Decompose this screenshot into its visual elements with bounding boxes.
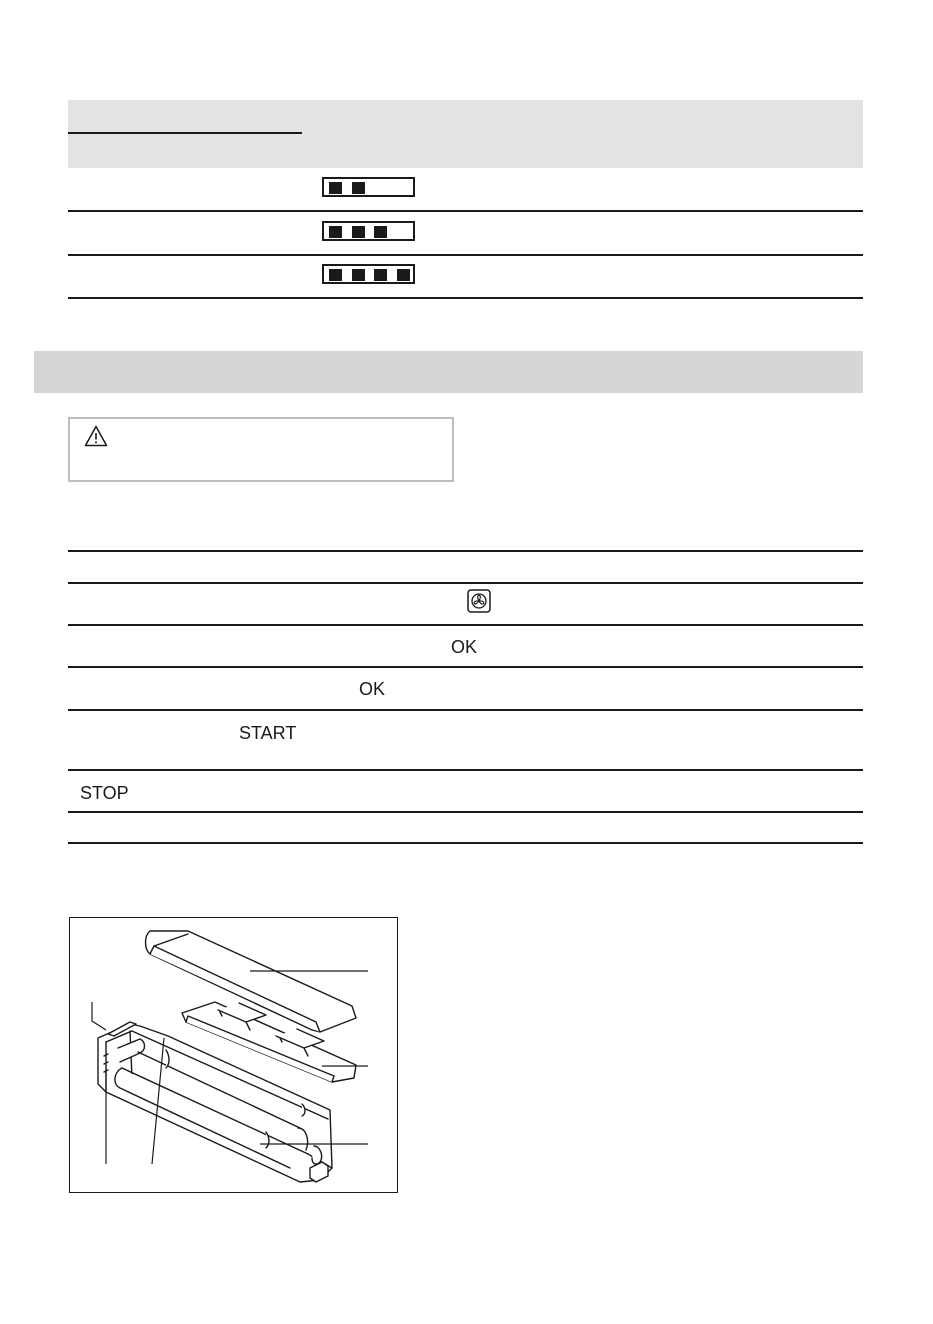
- hardness-level-segment: [329, 269, 342, 281]
- table-divider: [68, 550, 863, 552]
- water-filter-parts-illustration: [70, 918, 397, 1192]
- stop-label: STOP: [80, 783, 129, 803]
- ok-label: OK: [359, 679, 386, 699]
- section-heading-band: [34, 351, 863, 393]
- hardness-level-segment: [374, 226, 387, 238]
- table-divider: [68, 842, 863, 844]
- ok-label: OK: [451, 637, 478, 657]
- table-row: [68, 168, 863, 212]
- fan-icon: [467, 589, 491, 613]
- header-divider: [68, 132, 302, 134]
- figure-frame: [69, 917, 398, 1193]
- warning-box: [68, 417, 454, 482]
- hardness-level-segment: [397, 269, 410, 281]
- table-divider: [68, 811, 863, 813]
- hardness-level-segment: [352, 269, 365, 281]
- table-divider: [68, 624, 863, 626]
- table-header: [68, 100, 863, 168]
- hardness-level-segment: [329, 182, 342, 194]
- table-row: [68, 255, 863, 299]
- table-divider: [68, 666, 863, 668]
- hardness-level-indicator: [322, 177, 415, 197]
- hardness-table: [68, 100, 863, 300]
- table-divider: [68, 709, 863, 711]
- hardness-level-segment: [352, 182, 365, 194]
- hardness-level-segment: [329, 226, 342, 238]
- table-row: [68, 212, 863, 256]
- start-label: START: [239, 723, 297, 743]
- hardness-level-segment: [374, 269, 387, 281]
- table-divider: [68, 582, 863, 584]
- hardness-level-indicator: [322, 221, 415, 241]
- hardness-level-segment: [352, 226, 365, 238]
- warning-triangle-icon: [84, 425, 108, 447]
- table-divider: [68, 769, 863, 771]
- hardness-level-indicator: [322, 264, 415, 284]
